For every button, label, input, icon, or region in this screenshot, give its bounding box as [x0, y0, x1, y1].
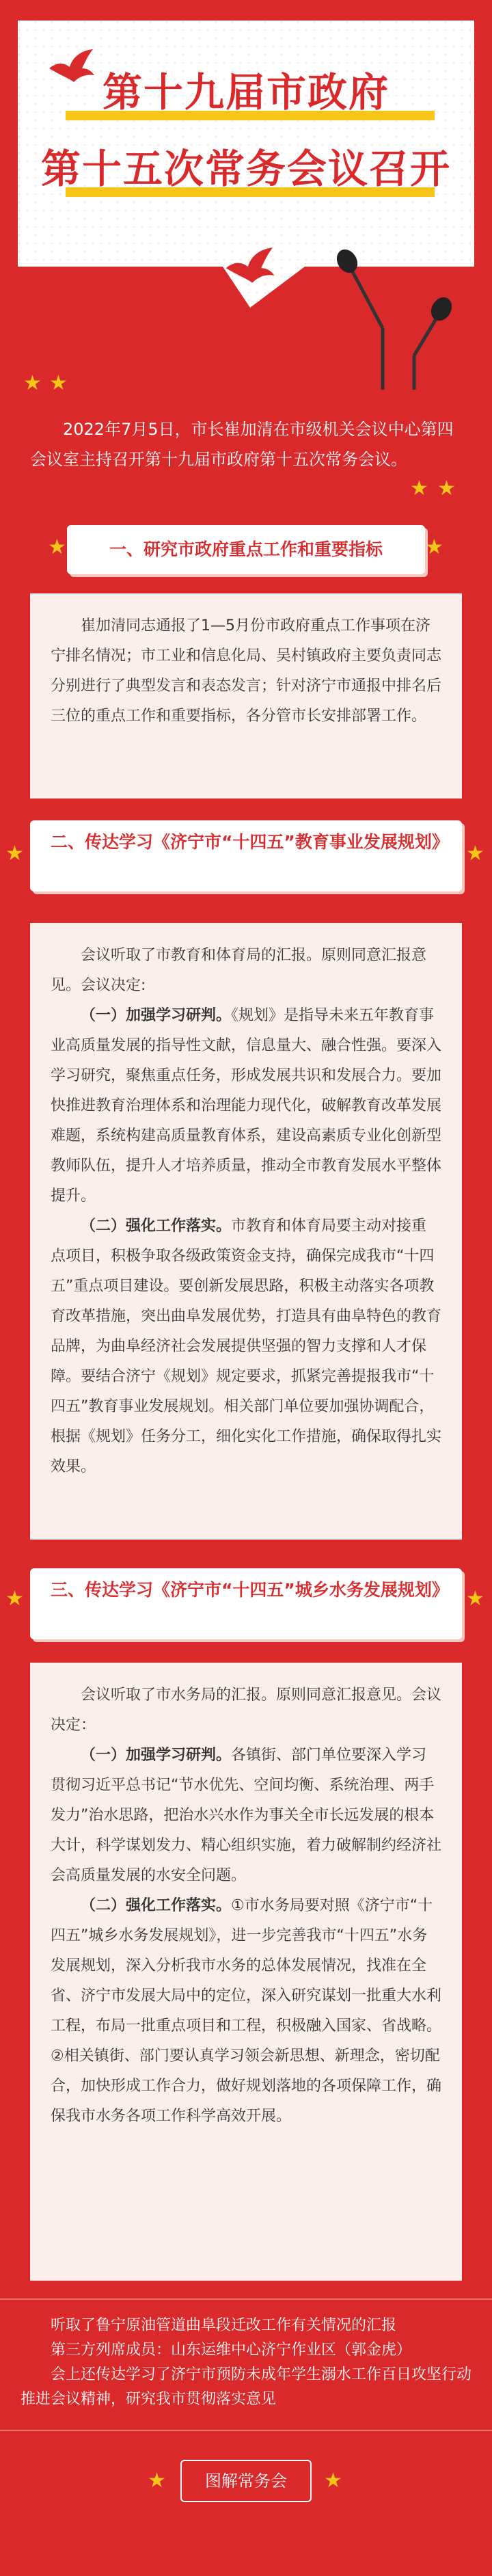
footer-line-3: 会上还传达学习了济宁市预防未成年学生溺水工作百日攻坚行动推进会议精神，研究我市贯彻落实意见 — [20, 2366, 472, 2408]
section-2-intro: 会议听取了市教育和体育局的汇报。原则同意汇报意见。会议决定: — [51, 947, 427, 994]
section-2-card — [30, 923, 462, 1540]
star-icon: ★ — [466, 1587, 484, 1611]
footer-line-2: 第三方列席成员：山东运维中心济宁作业区（郭金虎） — [51, 2342, 412, 2359]
dove-icon — [48, 48, 96, 86]
microphone-icon — [312, 226, 476, 390]
star-icon: ★ — [5, 842, 24, 866]
star-icon: ★ — [466, 842, 484, 866]
section-1-paragraph: 崔加清同志通报了1—5月份市政府重点工作事项在济宁排名情况；市工业和信息化局、吴村镇政府主要负责同志分别进行了典型发言和表态发言；针对济宁市通报中排名后三位的重点工作和重要指标，各分管市长安排部署工作。 — [51, 617, 442, 725]
section-3-card — [30, 1663, 462, 2281]
section-3-intro: 会议听取了市水务局的汇报。原则同意汇报意见。会议决定： — [51, 1687, 442, 1734]
page-title-line-2: 第十五次常务会议召开 — [40, 146, 451, 192]
dove-icon — [223, 246, 277, 287]
page-title-line-1: 第十九届市政府 — [102, 69, 390, 116]
star-icon: ★ — [410, 477, 428, 500]
section-2-item-1-text: 《规划》是指导未来五年教育事业高质量发展的指导性文献，信息量大、融合性强。要深入学习研究，聚焦重点任务，形成发展共识和发展合力。要加快推进教育治理体系和治理能力现代化，破解教育改革发展难题，系统构建高质量教育体系，建设高素质专业化创新型教师队伍，提升人才培养质量，推动全市教育发展水平整体提升。 — [51, 1007, 442, 1205]
section-2-item-2 — [51, 1211, 441, 1482]
header-card — [18, 21, 474, 308]
section-3-item-2-text: ①市水务局要对照《济宁市“十四五”城乡水务发展规划》，进一步完善我市“十四五”水务发展规划，深入分析我市水务的总体发展情况，找准在全省、济宁市发展大局中的定位，深入研究谋划一批重大水利工程，布局一批重点项目和工程，积极融入国家、省战略。②相关镇街、部门要认真学习领会新思想、新理念，密切配合，加快形成工作合力，做好规划落地的各项保障工作，确保我市水务各项工作科学高效开展。 — [51, 1897, 442, 2125]
section-3-item-1-label: （一）加强学习研判。 — [81, 1747, 232, 1764]
star-icon: ★ — [5, 1587, 24, 1611]
section-2-item-2-text: 市教育和体育局要主动对接重点项目，积极争取各级政策资金支持，确保完成我市“十四五”重点项目建设。要创新发展思路，积极主动落实各项教育改革措施，突出曲阜发展优势，打造具有曲阜特色的教育品牌，为曲阜经济社会发展提供坚强的智力支撑和人才保障。要结合济宁《规划》规定要求，抓紧完善提报我市“十四五”教育事业发展规划。相关部门单位要加强协调配合，根据《规划》任务分工，细化实化工作措施，确保取得扎实效果。 — [51, 1218, 442, 1475]
intro-text: 2022年7月5日，市长崔加清在市级机关会议中心第四会议室主持召开第十九届市政府第十五次常务会议。 — [30, 420, 454, 469]
section-1-heading: 一、研究市政府重点工作和重要指标 — [67, 525, 425, 574]
section-2-item-1 — [51, 1001, 441, 1211]
infographic-button[interactable]: 图解常务会 — [180, 2460, 312, 2502]
star-icon: ★ — [49, 371, 68, 395]
section-1-card — [30, 593, 462, 799]
section-3-item-1 — [51, 1741, 441, 1891]
star-icon: ★ — [23, 371, 42, 395]
footer-notes — [0, 2298, 492, 2431]
footer-line-1: 听取了鲁宁原油管道曲阜段迁改工作有关情况的汇报 — [51, 2317, 397, 2334]
section-3-heading: 三、传达学习《济宁市“十四五”城乡水务发展规划》 — [30, 1568, 462, 1639]
star-icon: ★ — [437, 477, 456, 500]
section-2-heading: 二、传达学习《济宁市“十四五”教育事业发展规划》 — [30, 820, 462, 891]
section-3-item-2 — [51, 1891, 441, 2132]
star-icon: ★ — [48, 535, 66, 559]
section-3-item-1-text: 各镇街、部门单位要深入学习贯彻习近平总书记“节水优先、空间均衡、系统治理、两手发力”治水思路，把治水兴水作为事关全市长远发展的根本大计，科学谋划发力、精心组织实施，着力破解制约经济社会高质量发展的水安全问题。 — [51, 1747, 442, 1884]
star-icon: ★ — [148, 2469, 166, 2493]
section-2-item-2-label: （二）强化工作落实。 — [81, 1218, 232, 1235]
star-icon: ★ — [324, 2469, 342, 2493]
section-2-item-1-label: （一）加强学习研判。 — [81, 1007, 232, 1024]
star-icon: ★ — [425, 535, 443, 559]
section-3-item-2-label: （二）强化工作落实。 — [81, 1897, 232, 1914]
